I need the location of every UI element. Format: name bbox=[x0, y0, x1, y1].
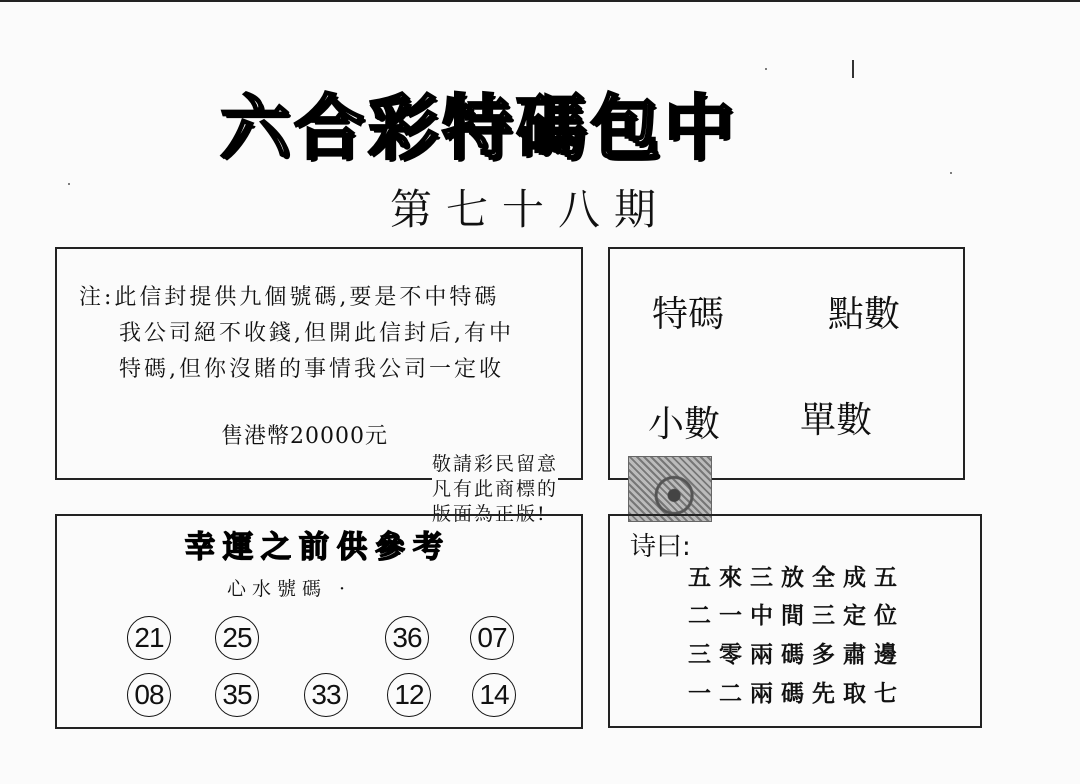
authenticity-line: 敬請彩民留意 bbox=[432, 453, 559, 475]
top-border-line bbox=[0, 0, 1080, 2]
scan-speck bbox=[765, 68, 767, 70]
authenticity-line: 凡有此商標的 bbox=[432, 478, 559, 500]
lucky-title: 幸運之前供參考 bbox=[185, 530, 451, 565]
notice-line: 特碼,但你沒賭的事情我公司一定收 bbox=[119, 357, 504, 382]
lucky-number: 21 bbox=[127, 616, 171, 660]
scan-mark bbox=[852, 60, 854, 78]
category-points: 點數 bbox=[828, 294, 901, 335]
poem-line: 三零兩碼多肅邊 bbox=[688, 641, 905, 668]
trademark-logo bbox=[628, 456, 712, 522]
lucky-number: 25 bbox=[215, 616, 259, 660]
lucky-number: 14 bbox=[472, 673, 516, 717]
poem-line: 二一中間三定位 bbox=[688, 602, 905, 629]
issue-number: 第七十八期 bbox=[390, 185, 671, 234]
category-small: 小數 bbox=[648, 404, 721, 445]
lucky-subtitle: 心水號碼 · bbox=[227, 578, 352, 600]
lucky-number: 12 bbox=[387, 673, 431, 717]
scan-speck bbox=[950, 172, 952, 174]
poem-line: 五來三放全成五 bbox=[688, 564, 905, 591]
lucky-number: 36 bbox=[385, 616, 429, 660]
lucky-numbers-box bbox=[55, 514, 583, 729]
lucky-number: 08 bbox=[127, 673, 171, 717]
lucky-number: 07 bbox=[470, 616, 514, 660]
lucky-number: 33 bbox=[304, 673, 348, 717]
price-text: 售港幣20000元 bbox=[221, 424, 388, 449]
poem-box bbox=[608, 514, 982, 728]
category-odd: 單數 bbox=[800, 400, 873, 441]
notice-line: 注:此信封提供九個號碼,要是不中特碼 bbox=[79, 285, 500, 310]
page-title: 六合彩特碼包中 bbox=[220, 86, 738, 169]
lucky-number: 35 bbox=[215, 673, 259, 717]
scan-speck bbox=[68, 183, 70, 185]
category-special-number: 特碼 bbox=[652, 294, 725, 335]
poem-line: 一二兩碼先取七 bbox=[688, 680, 905, 707]
notice-line: 我公司絕不收錢,但開此信封后,有中 bbox=[119, 321, 514, 346]
categories-box bbox=[608, 247, 965, 480]
notice-box bbox=[55, 247, 583, 480]
authenticity-line: 版面為正版! bbox=[432, 503, 547, 525]
poem-title: 诗曰: bbox=[630, 532, 691, 562]
